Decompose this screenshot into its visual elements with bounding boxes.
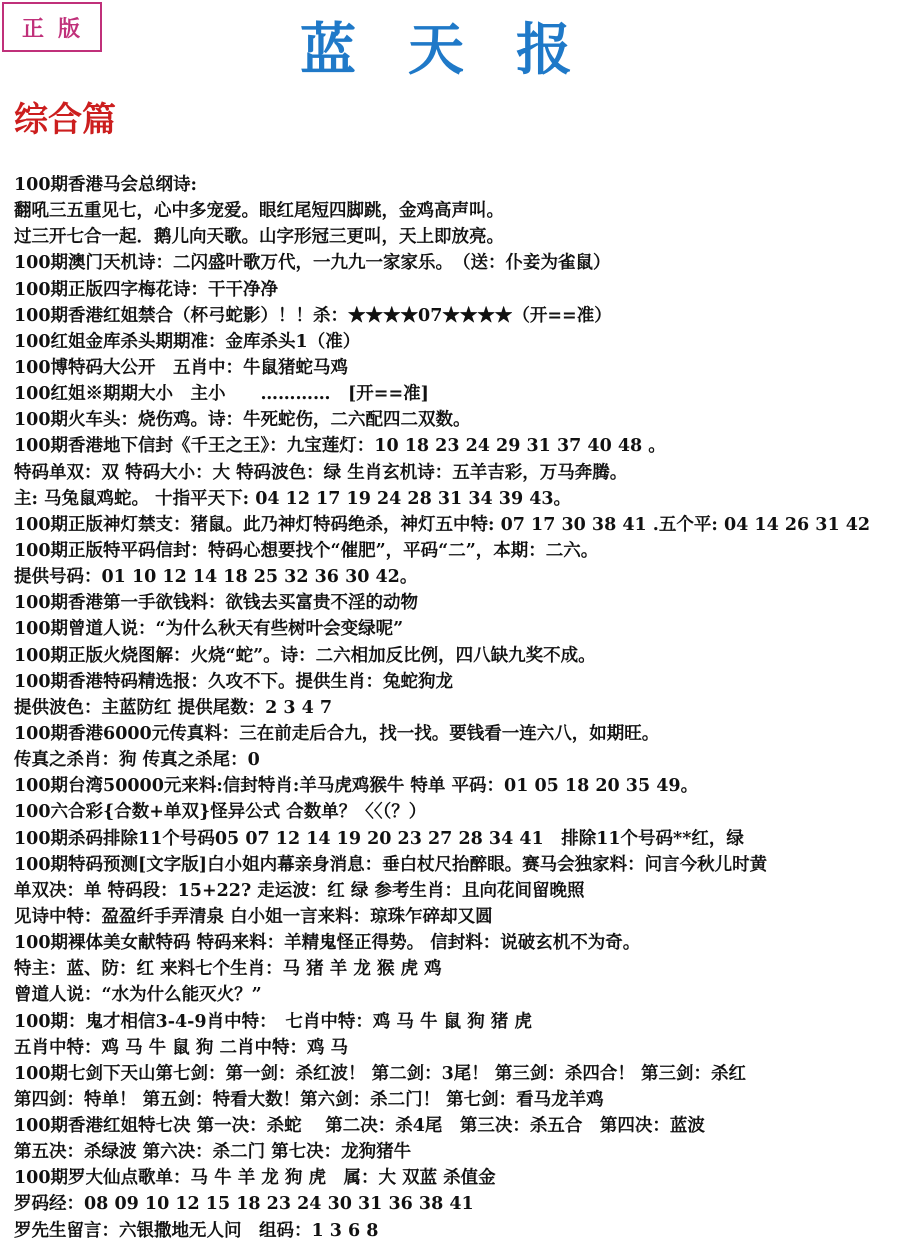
text-line: 100期正版特平码信封：特码心想要找个“催肥”，平码“二”，本期：二六。 [14,540,599,561]
text-line: 翻吼三五重见七，心中多宠爱。眼红尾短四脚跳，金鸡高声叫。 [14,201,504,222]
text-line: 罗先生留言：六银撒地无人问 组码：1 3 6 8 [14,1220,379,1241]
text-line: 100期：鬼才相信3-4-9肖中特： 七肖中特：鸡 马 牛 鼠 狗 猪 虎 [14,1011,532,1032]
text-line: 五肖中特：鸡 马 牛 鼠 狗 二肖中特：鸡 马 [14,1037,349,1058]
text-line: 第四剑：特单！ 第五剑：特看大数！第六剑：杀二门！ 第七剑：看马龙羊鸡 [14,1089,604,1110]
text-line: 100期香港马会总纲诗: [14,175,197,195]
content-lines [14,172,894,1244]
text-line: 100博特码大公开 五肖中：牛鼠猪蛇马鸡 [14,357,349,378]
text-line: 主: 马兔鼠鸡蛇。 十指平天下: 04 12 17 19 24 28 31 34 39 43。 [14,488,572,509]
text-line: 第五决：杀绿波 第六决：杀二门 第七决：龙狗猪牛 [14,1142,412,1163]
text-line: 100期香港特码精选报：久攻不下。提供生肖：兔蛇狗龙 [14,671,454,692]
text-line: 提供号码：01 10 12 14 18 25 32 36 30 42。 [14,567,418,588]
text-line: 100红姐※期期大小 主小 ………… [开==准] [14,384,429,405]
text-line: 曾道人说：“水为什么能灭火？” [14,985,262,1006]
text-line: 100期澳门天机诗：二闪盛叶歌万代，一九九一家家乐。 （送：仆妾为雀鼠） [14,253,611,274]
text-line: 100期火车头：烧伤鸡。诗：牛死蛇伤，二六配四二双数。 [14,410,471,431]
text-line: 提供波色：主蓝防红 提供尾数：2 3 4 7 [14,697,333,718]
text-line: 100期杀码排除11个号码05 07 12 14 19 20 23 27 28 34 41 排除11个号码**红，绿 [14,828,744,849]
text-line: 罗码经：08 09 10 12 15 18 23 24 30 31 36 38 41 [14,1194,474,1215]
text-line: 100期正版四字梅花诗：干干净净 [14,279,279,300]
text-line: 100期香港地下信封《千王之王》：九宝莲灯：10 18 23 24 29 31 37 40 48 。 [14,436,666,457]
text-line: 100六合彩{合数+单双}怪异公式 合数单？〈〈（？） [14,802,427,823]
text-line: 单双决：单 特码段：15+22? 走运波：红 绿 参考生肖：且向花间留晚照 [14,880,585,901]
text-line: 100期正版神灯禁支：猪鼠。此乃神灯特码绝杀，神灯五中特: 07 17 30 38 41 .五个平: 04 14 26 31 42 [14,514,871,535]
text-line: 100期香港红姐特七决 第一决：杀蛇 第二决：杀4尾 第三决：杀五合 第四决：蓝波 [14,1116,705,1137]
text-line: 特码单双：双 特码大小：大 特码波色：绿 生肖玄机诗：五羊吉彩，万马奔腾。 [14,462,628,483]
text-line: 传真之杀肖：狗 传真之杀尾：0 [14,750,260,771]
newspaper-masthead: 蓝天报 [300,17,624,83]
text-line: 见诗中特：盈盈纤手弄清泉 白小姐一言来料：琼珠乍碎却又圆 [14,906,493,927]
text-line: 100期台湾50000元来料:信封特肖:羊马虎鸡猴牛 特单 平码：01 05 18 20 35 49。 [14,776,699,797]
text-line: 100期曾道人说：“为什么秋天有些树叶会变绿呢” [14,619,404,640]
section-title: 综合篇 [14,100,116,140]
text-line: 100红姐金库杀头期期准：金库杀头1（准） [14,331,361,352]
text-line: 特主：蓝、防：红 来料七个生肖：马 猪 羊 龙 猴 虎 鸡 [14,959,442,980]
text-line: 100期香港红姐禁合（杯弓蛇影）！！杀：★★★★07★★★★（开==准） [14,305,612,326]
text-line: 100期正版火烧图解：火烧“蛇”。诗：二六相加反比例，四八缺九奖不成。 [14,645,596,666]
text-line: 100期香港6000元传真料：三在前走后合九，找一找。要钱看一连六八，如期旺。 [14,723,660,744]
text-line: 过三开七合一起．鹅儿向天歌。山字形冠三更叫，天上即放亮。 [14,227,504,248]
text-line: 100期罗大仙点歌单：马 牛 羊 龙 狗 虎 属：大 双蓝 杀值金 [14,1168,496,1189]
text-line: 100期裸体美女献特码 特码来料：羊精鬼怪正得势。 信封料：说破玄机不为奇。 [14,933,641,954]
text-line: 100期特码预测[文字版]白小姐内幕亲身消息：垂白杖尺抬醉眼。赛马会独家料：问言今秋儿时黄 [14,854,768,875]
text-line: 100期七剑下天山第七剑：第一剑：杀红波！ 第二剑：3尾！ 第三剑：杀四合！ 第三剑：杀红 [14,1063,746,1084]
edition-badge: 正版 [2,2,102,52]
text-line: 100期香港第一手欲钱料：欲钱去买富贵不淫的动物 [14,593,419,614]
